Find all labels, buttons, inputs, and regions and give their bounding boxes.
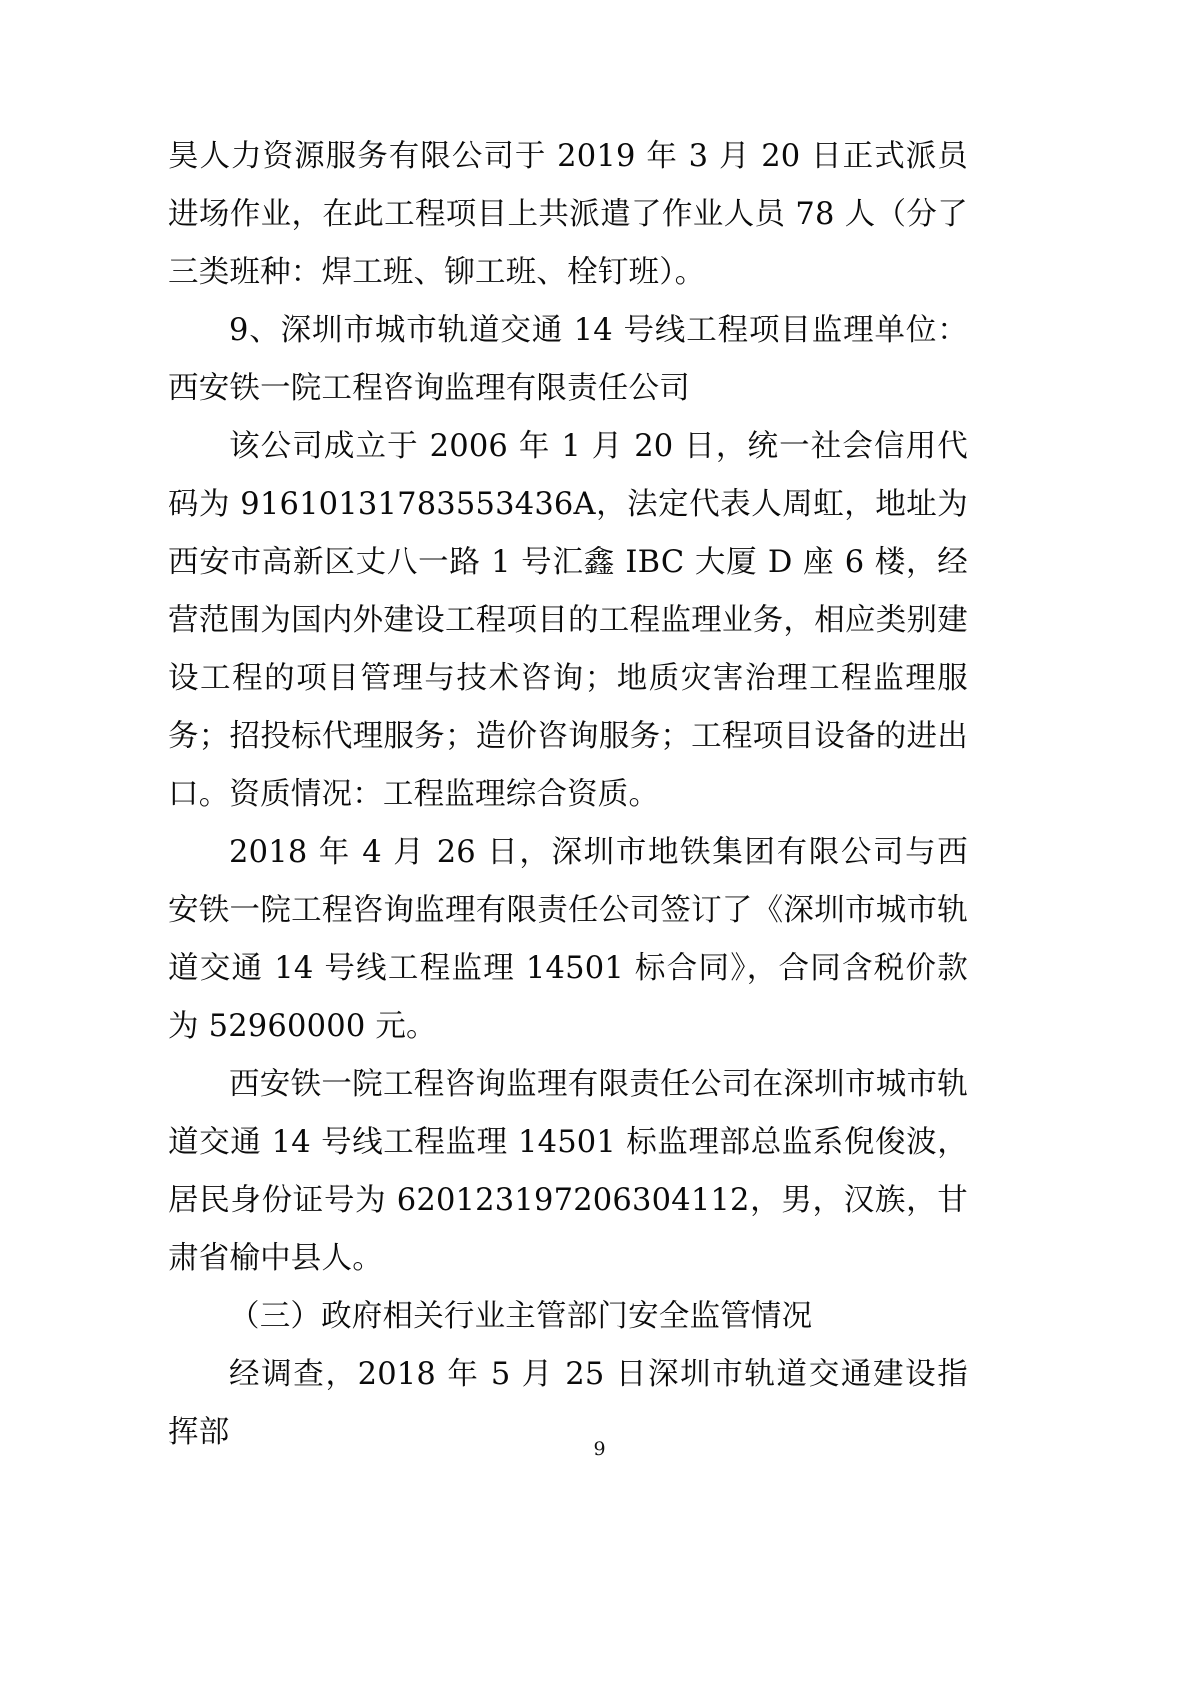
paragraph-1: 昊人力资源服务有限公司于 2019 年 3 月 20 日正式派员进场作业，在此工程项目上共派遣了作业人员 78 人（分了三类班种：焊工班、铆工班、栓钉班）。 — [168, 139, 968, 290]
paragraph-4: 2018 年 4 月 26 日，深圳市地铁集团有限公司与西安铁一院工程咨询监理有限责任公司签订了《深圳市城市轨道交通 14 号线工程监理 14501 标合同》，合同含税价款为 52960000 元。 — [168, 835, 968, 1044]
paragraph-3: 该公司成立于 2006 年 1 月 20 日，统一社会信用代码为 91610131783553436A，法定代表人周虹，地址为西安市高新区丈八一路 1 号汇鑫 IBC 大厦 D 座 6 楼，经营范围为国内外建设工程项目的工程监理业务，相应类别建设工程的项目管理与技术咨询；地质灾害治理工程监理服务；招投标代理服务；造价咨询服务；工程项目设备的进出口。资质情况：工程监理综合资质。 — [168, 429, 968, 812]
paragraph-2: 9、深圳市城市轨道交通 14 号线工程项目监理单位：西安铁一院工程咨询监理有限责任公司 — [168, 313, 968, 406]
paragraph-6: （三）政府相关行业主管部门安全监管情况 — [229, 1299, 813, 1334]
paragraph-5: 西安铁一院工程咨询监理有限责任公司在深圳市城市轨道交通 14 号线工程监理 14501 标监理部总监系倪俊波，居民身份证号为 620123197206304112，男，汉族，甘肃省榆中县人。 — [168, 1067, 968, 1276]
paragraph-7: 经调查，2018 年 5 月 25 日深圳市轨道交通建设指挥部 — [168, 1357, 968, 1450]
page-content — [168, 128, 968, 1462]
page-number: 9 — [593, 1438, 606, 1460]
